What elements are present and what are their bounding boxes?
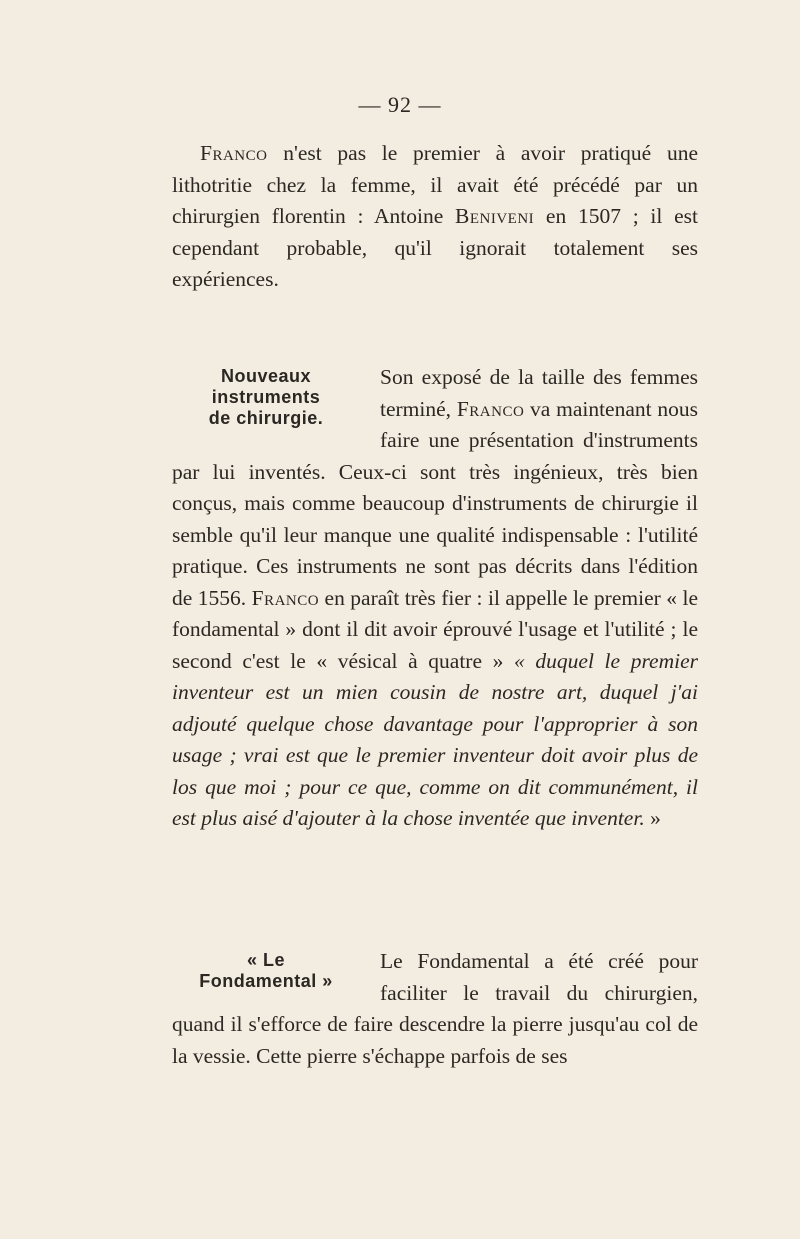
name-beniveni: Beniveni [455, 204, 535, 228]
quotation-close: » [644, 806, 661, 830]
page-number: — 92 — [358, 92, 442, 117]
name-franco: Franco [200, 141, 268, 165]
margin-note-line: instruments [211, 387, 321, 407]
paragraph-text: en paraît très fier : il appelle le premier « le fondamental » dont il dit avoir éprouvé l'usage et l'utilité ; le second c'est le « vésical à quatre » [172, 585, 698, 673]
margin-note-instruments [166, 362, 366, 429]
paragraph-text: n'est pas le premier à avoir pratiqué une lithotritie chez la femme, il avait été précédé par un chirurgien florentin : Antoine [172, 141, 698, 228]
margin-note-fondamental [166, 946, 366, 992]
margin-note-line: Nouveaux [220, 366, 312, 386]
paragraph-franco-beniveni [172, 138, 698, 296]
paragraph-text: Son exposé de la taille des femmes terminé, [380, 365, 698, 421]
margin-note-line: Fondamental » [199, 971, 333, 991]
name-franco: Franco [251, 585, 320, 610]
paragraph-instruments [172, 362, 698, 835]
paragraph-text-end: en 1507 ; il est cependant probable, qu'il ignorait totalement ses expériences. [172, 204, 698, 291]
quotation: « duquel le premier inventeur est un mien cousin de nostre art, duquel j'ai adjouté quelque chose davantage pour l'approprier à son usage ; vrai est que le premier inventeur doit avoir plus de los que moi ; pour ce que, comme on dit communément, il est plus aisé d'ajouter à la chose inventée que inventer. [172, 648, 698, 830]
paragraph-text: va maintenant nous faire une présentation d'instruments par lui inventés. Ceux-ci sont très ingénieux, très bien conçus, mais comme beaucoup d'instruments de chirurgie il semble qu'il leur manque une qualité indispensable : l'utilité pratique. Ces instruments ne sont pas décrits dans l'édition de 1556. [172, 396, 698, 610]
paragraph-text: Le Fondamental a été créé pour faciliter le travail du chirurgien, quand il s'efforce de faire descendre la pierre jusqu'au col de la vessie. Cette pierre s'échappe parfois de ses [172, 949, 698, 1068]
margin-note-line: « Le [246, 950, 286, 970]
margin-note-line: de chirurgie. [208, 408, 324, 428]
name-franco: Franco [456, 396, 525, 421]
paragraph-fondamental [172, 946, 698, 1072]
